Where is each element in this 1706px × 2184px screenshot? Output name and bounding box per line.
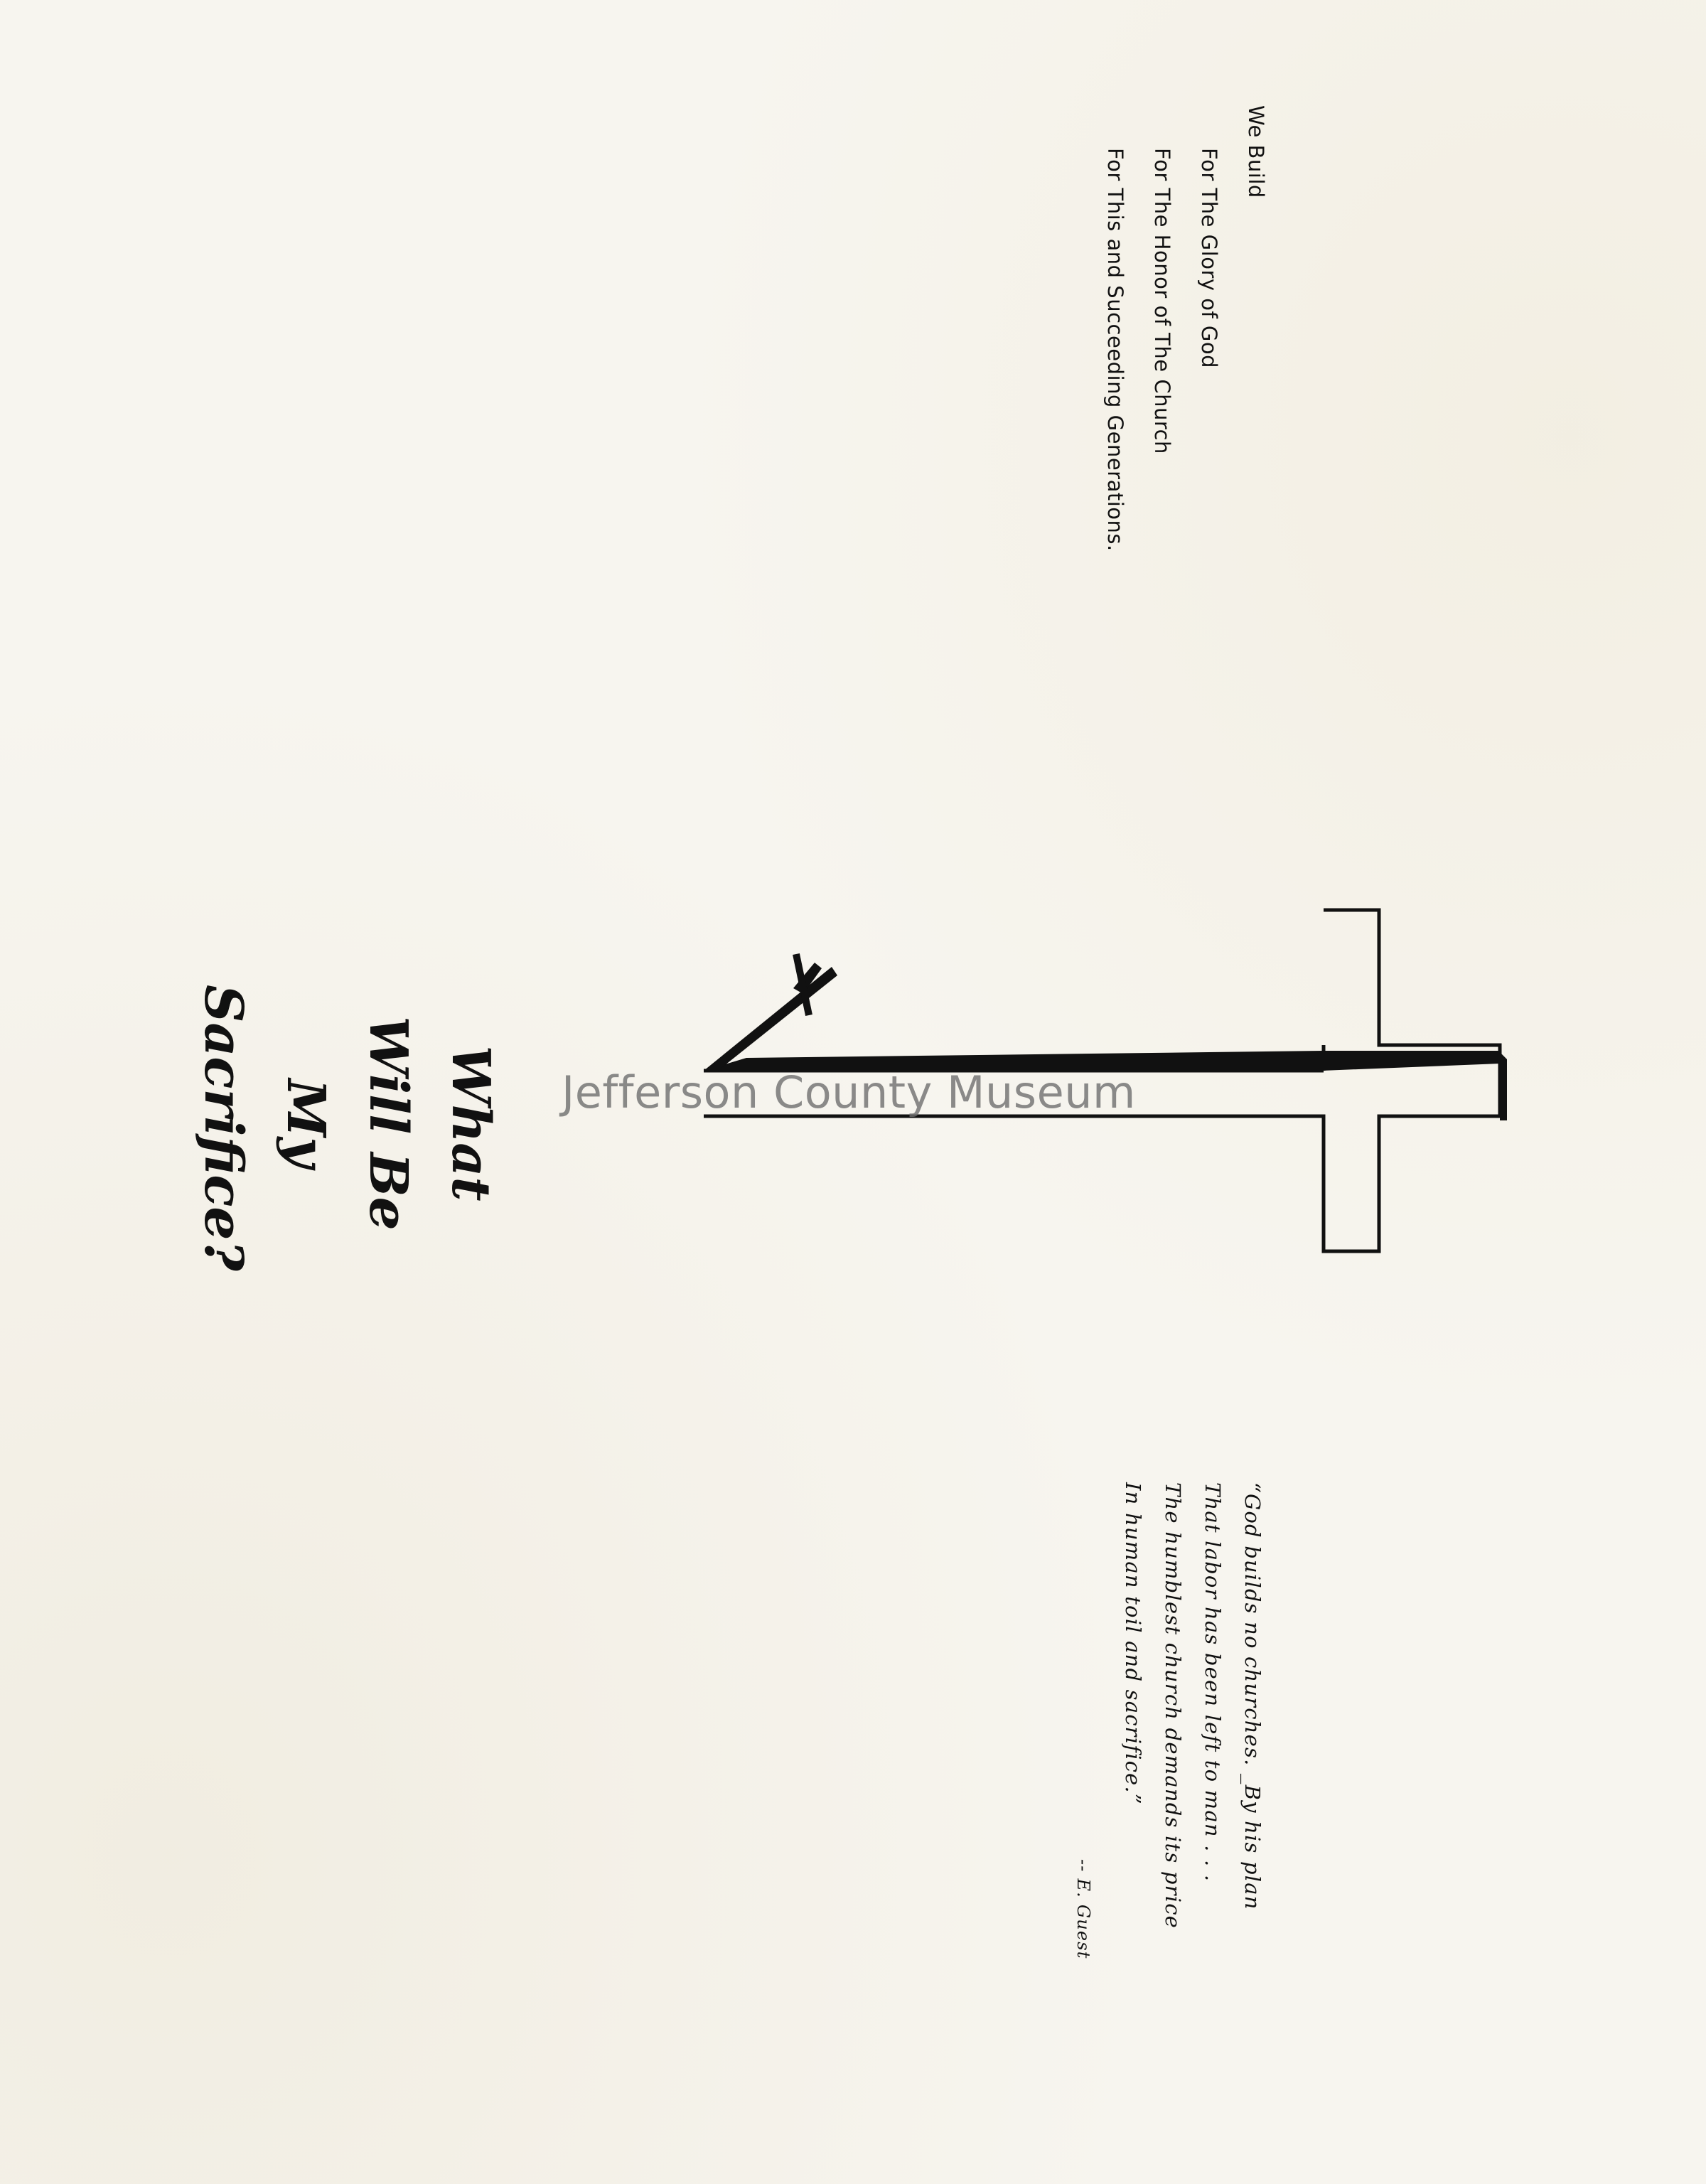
dedication-line: For This and Succeeding Generations. bbox=[1103, 148, 1127, 552]
quote-line: In human toil and sacrifice.” bbox=[1121, 1482, 1145, 1805]
dedication-line: For The Honor of The Church bbox=[1150, 148, 1174, 454]
watermark: Jefferson County Museum bbox=[562, 1066, 1136, 1118]
quote-block bbox=[1063, 1482, 1272, 1959]
dedication-line: We Build bbox=[1244, 105, 1268, 198]
title-line: My bbox=[275, 1078, 336, 1168]
quote-line: “God builds no churches. _By his plan bbox=[1240, 1482, 1265, 1910]
dedication-line: For The Glory of God bbox=[1197, 148, 1221, 369]
quote-line: The humblest church demands its price bbox=[1161, 1482, 1185, 1929]
title-line: Will Be bbox=[358, 1016, 419, 1231]
page-title bbox=[182, 985, 512, 1271]
title-line: Sacrifice? bbox=[193, 985, 254, 1271]
quote-attribution: -- E. Guest bbox=[1073, 1859, 1093, 1959]
title-line: What bbox=[440, 1045, 501, 1201]
dedication-block bbox=[1092, 105, 1280, 552]
quote-line: That labor has been left to man . . . bbox=[1201, 1482, 1225, 1883]
